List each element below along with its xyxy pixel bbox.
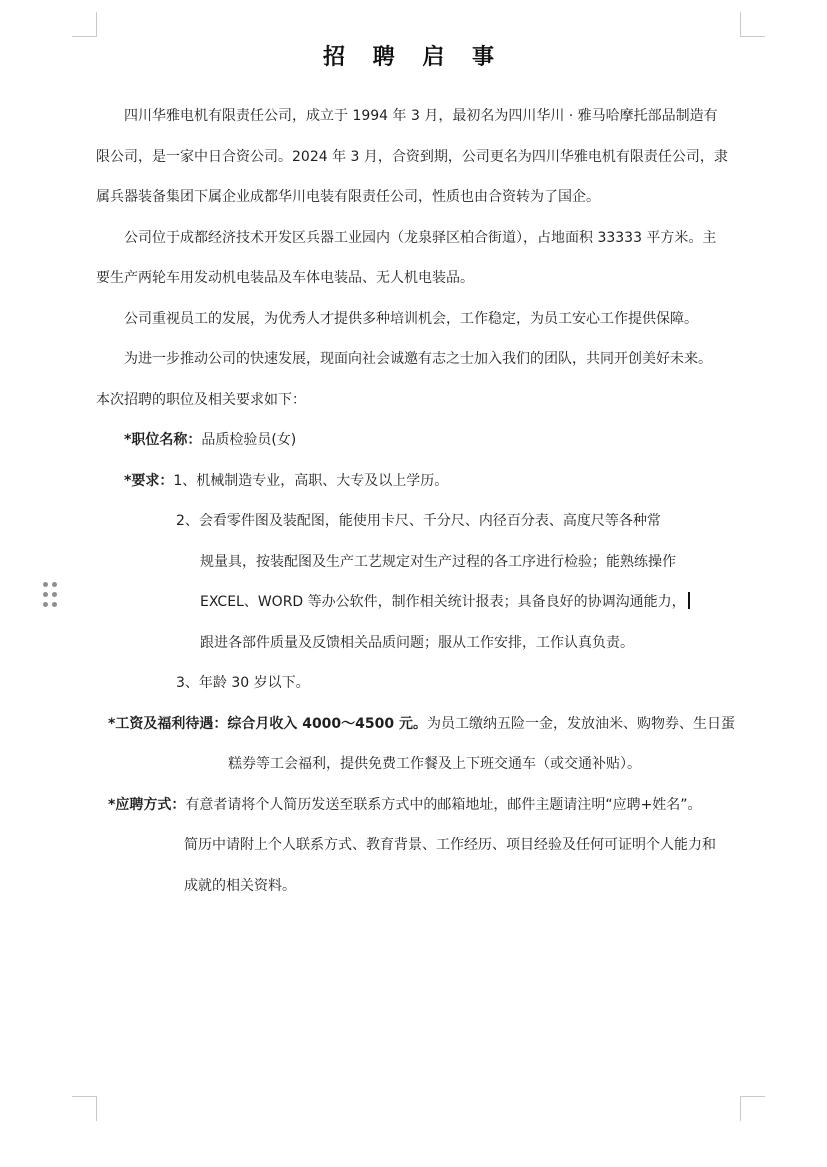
intro-p3-line1[interactable]: 公司重视员工的发展，为优秀人才提供多种培训机会，工作稳定，为员工安心工作提供保障。 [124, 311, 698, 327]
intro-p2-line1[interactable]: 公司位于成都经济技术开发区兵器工业园内（龙泉驿区柏合街道），占地面积 33333 平方米。主 [124, 230, 717, 246]
position-label: *职位名称： [124, 432, 202, 448]
requirements-item2-line1[interactable]: 2、会看零件图及装配图，能使用卡尺、千分尺、内径百分表、高度尺等各种常 [176, 513, 661, 529]
position-line[interactable] [124, 430, 296, 450]
intro-p1-line2[interactable]: 限公司，是一家中日合资公司。2024 年 3 月，合资到期，公司更名为四川华雅电机有限责任公司，隶 [96, 149, 728, 165]
requirements-item2-line2[interactable]: 规量具，按装配图及生产工艺规定对生产过程的各工序进行检验；能熟练操作 [200, 554, 676, 570]
crop-mark-top-left [72, 12, 97, 37]
salary-value-line1: 为员工缴纳五险一金，发放油米、购物券、生日蛋 [427, 716, 736, 732]
salary-line1[interactable] [108, 714, 735, 734]
salary-value-bold: 综合月收入 4000～4500 元。 [227, 716, 428, 732]
salary-line2[interactable]: 糕券等工会福利，提供免费工作餐及上下班交通车（或交通补贴）。 [228, 756, 641, 772]
requirements-item1: 1、机械制造专业，高职、大专及以上学历。 [173, 473, 449, 489]
intro-p1-line1[interactable]: 四川华雅电机有限责任公司，成立于 1994 年 3 月，最初名为四川华川 · 雅马哈摩托部品制造有 [124, 108, 718, 124]
text-cursor [688, 592, 690, 609]
requirements-item2-line3-text: EXCEL、WORD 等办公软件，制作相关统计报表；具备良好的协调沟通能力， [200, 594, 686, 610]
apply-line2[interactable]: 简历中请附上个人联系方式、教育背景、工作经历、项目经验及任何可证明个人能力和 [184, 837, 716, 853]
requirements-label: *要求： [124, 473, 174, 489]
drag-handle-icon[interactable] [40, 580, 60, 610]
crop-mark-bottom-left [72, 1096, 97, 1121]
apply-label: *应聘方式： [108, 797, 186, 813]
requirements-item3[interactable]: 3、年龄 30 岁以下。 [176, 675, 310, 691]
intro-p2-line2[interactable]: 要生产两轮车用发动机电装品及车体电装品、无人机电装品。 [96, 270, 474, 286]
intro-p4-line2[interactable]: 本次招聘的职位及相关要求如下： [96, 392, 306, 408]
requirements-line1[interactable] [124, 471, 448, 491]
intro-p4-line1[interactable]: 为进一步推动公司的快速发展，现面向社会诚邀有志之士加入我们的团队，共同开创美好未来。 [124, 351, 712, 367]
crop-mark-top-right [740, 12, 765, 37]
crop-mark-bottom-right [740, 1096, 765, 1121]
position-value: 品质检验员(女) [201, 432, 297, 448]
apply-line3[interactable]: 成就的相关资料。 [184, 878, 296, 894]
apply-line1-text: 有意者请将个人简历发送至联系方式中的邮箱地址，邮件主题请注明“应聘+姓名”。 [185, 797, 702, 813]
requirements-item2-line4[interactable]: 跟进各部件质量及反馈相关品质问题；服从工作安排，工作认真负责。 [200, 635, 634, 651]
requirements-item2-line3[interactable] [200, 592, 690, 612]
page-title[interactable]: 招 聘 启 事 [323, 44, 504, 70]
salary-label: *工资及福利待遇： [108, 716, 228, 732]
apply-line1[interactable] [108, 795, 702, 815]
intro-p1-line3[interactable]: 属兵器装备集团下属企业成都华川电装有限责任公司，性质也由合资转为了国企。 [96, 189, 600, 205]
